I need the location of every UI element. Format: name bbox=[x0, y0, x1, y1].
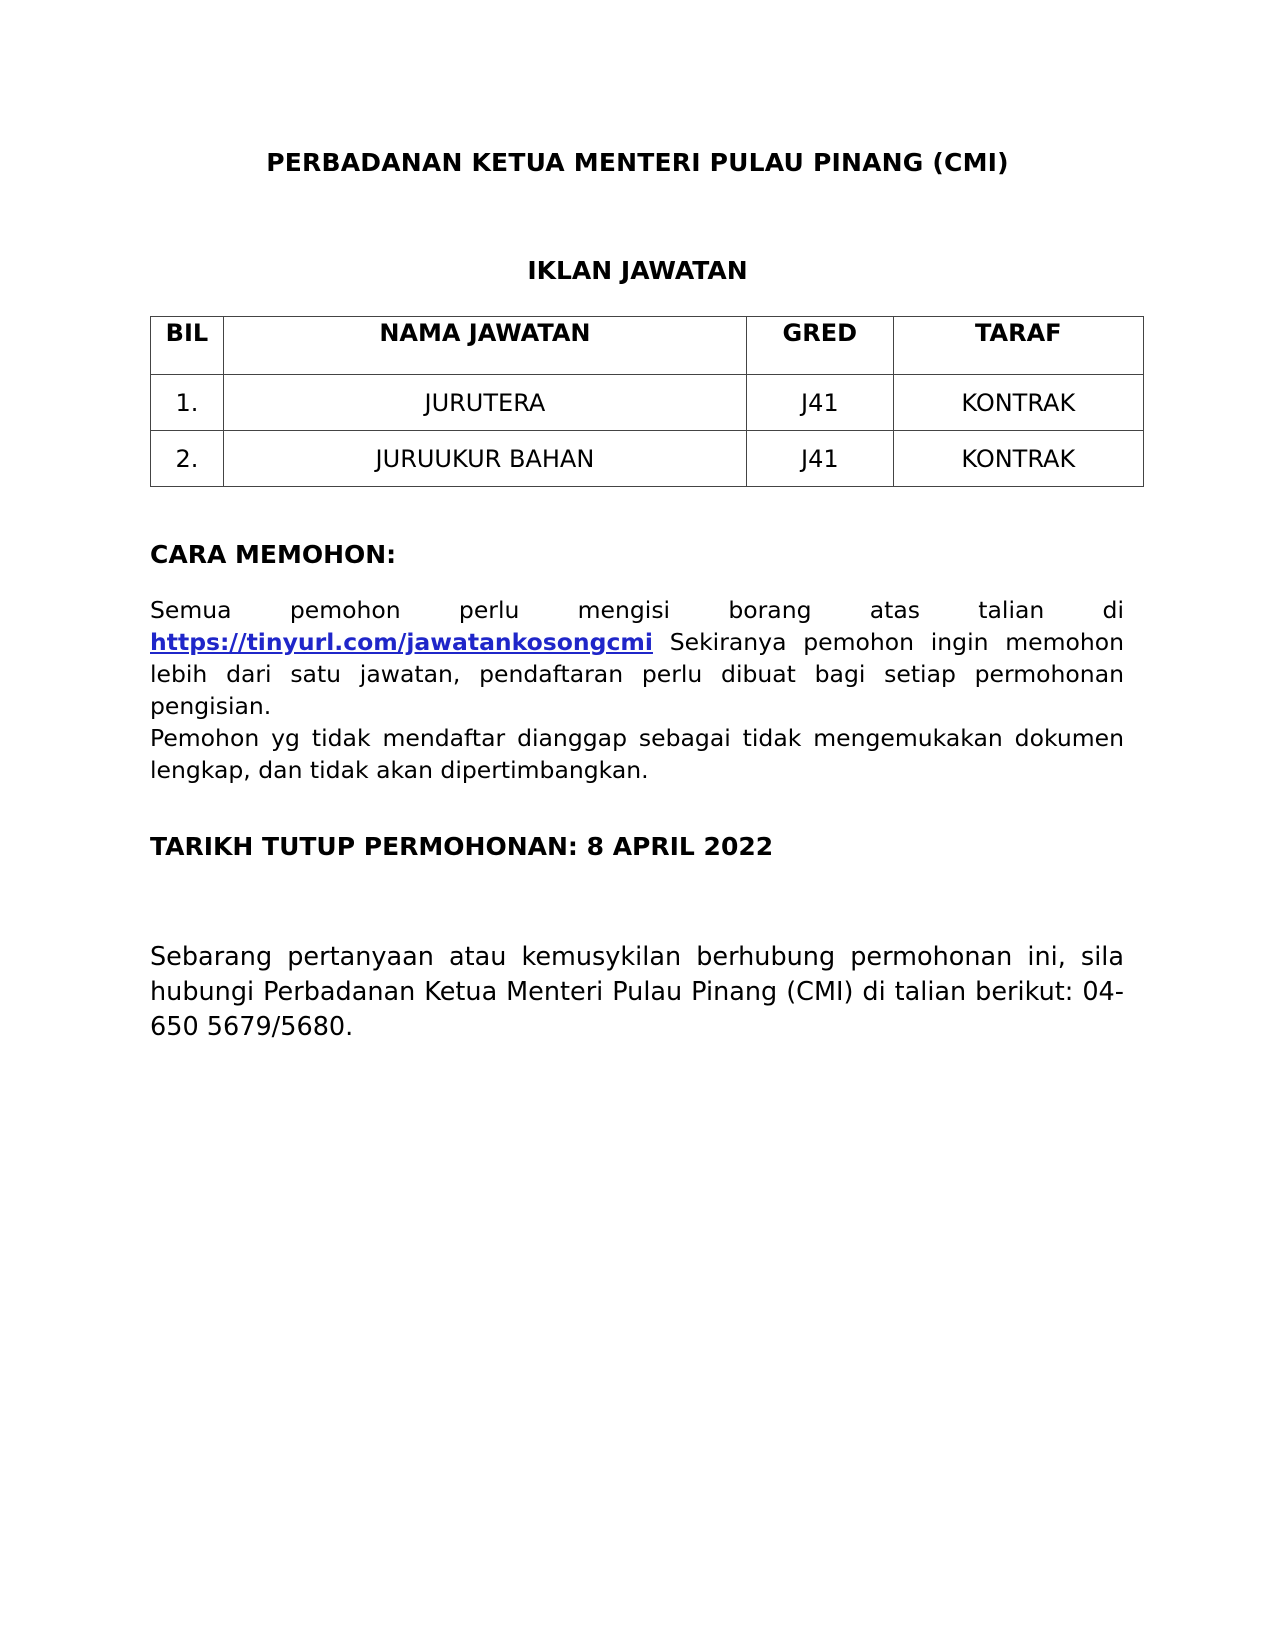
paragraph-line: hubungi Perbadanan Ketua Menteri Pulau Pinang (CMI) di talian berikut: 04- bbox=[150, 977, 1124, 1007]
paragraph-line: 650 5679/5680. bbox=[150, 1012, 354, 1042]
paragraph-line: Pemohon yg tidak mendaftar dianggap sebagai tidak mengemukakan dokumen bbox=[150, 724, 1124, 752]
contact-paragraph bbox=[150, 940, 1124, 1045]
cell-taraf: KONTRAK bbox=[893, 375, 1143, 431]
paragraph-line: Sebarang pertanyaan atau kemusykilan berhubung permohonan ini, sila bbox=[150, 942, 1124, 972]
application-link[interactable]: https://tinyurl.com/jawatankosongcmi bbox=[150, 628, 653, 656]
header-bil: BIL bbox=[151, 317, 224, 375]
document-title: PERBADANAN KETUA MENTERI PULAU PINANG (CMI) bbox=[266, 148, 1009, 177]
header-gred: GRED bbox=[746, 317, 893, 375]
table-row bbox=[151, 431, 1144, 487]
cell-taraf: KONTRAK bbox=[893, 431, 1143, 487]
paragraph-line: Semua pemohon perlu mengisi borang atas talian di bbox=[150, 596, 1124, 624]
table-row bbox=[151, 375, 1144, 431]
cara-memohon-heading: CARA MEMOHON: bbox=[150, 540, 397, 569]
job-table bbox=[150, 316, 1144, 487]
cell-gred: J41 bbox=[746, 375, 893, 431]
cell-nama-jawatan: JURUTERA bbox=[223, 375, 746, 431]
closing-date-heading: TARIKH TUTUP PERMOHONAN: 8 APRIL 2022 bbox=[150, 832, 774, 861]
header-nama-jawatan: NAMA JAWATAN bbox=[223, 317, 746, 375]
cell-bil: 2. bbox=[151, 431, 224, 487]
cell-bil: 1. bbox=[151, 375, 224, 431]
table-header-row bbox=[151, 317, 1144, 375]
header-taraf: TARAF bbox=[893, 317, 1143, 375]
paragraph-line: lengkap, dan tidak akan dipertimbangkan. bbox=[150, 756, 649, 784]
cell-gred: J41 bbox=[746, 431, 893, 487]
cell-nama-jawatan: JURUUKUR BAHAN bbox=[223, 431, 746, 487]
paragraph-line: lebih dari satu jawatan, pendaftaran perlu dibuat bagi setiap permohonan pengisian. bbox=[150, 660, 1124, 720]
document-subtitle: IKLAN JAWATAN bbox=[527, 256, 748, 285]
paragraph-line bbox=[150, 626, 1124, 658]
paragraph-text: Sekiranya pemohon ingin memohon bbox=[652, 628, 1124, 656]
cara-memohon-paragraph bbox=[150, 594, 1124, 786]
